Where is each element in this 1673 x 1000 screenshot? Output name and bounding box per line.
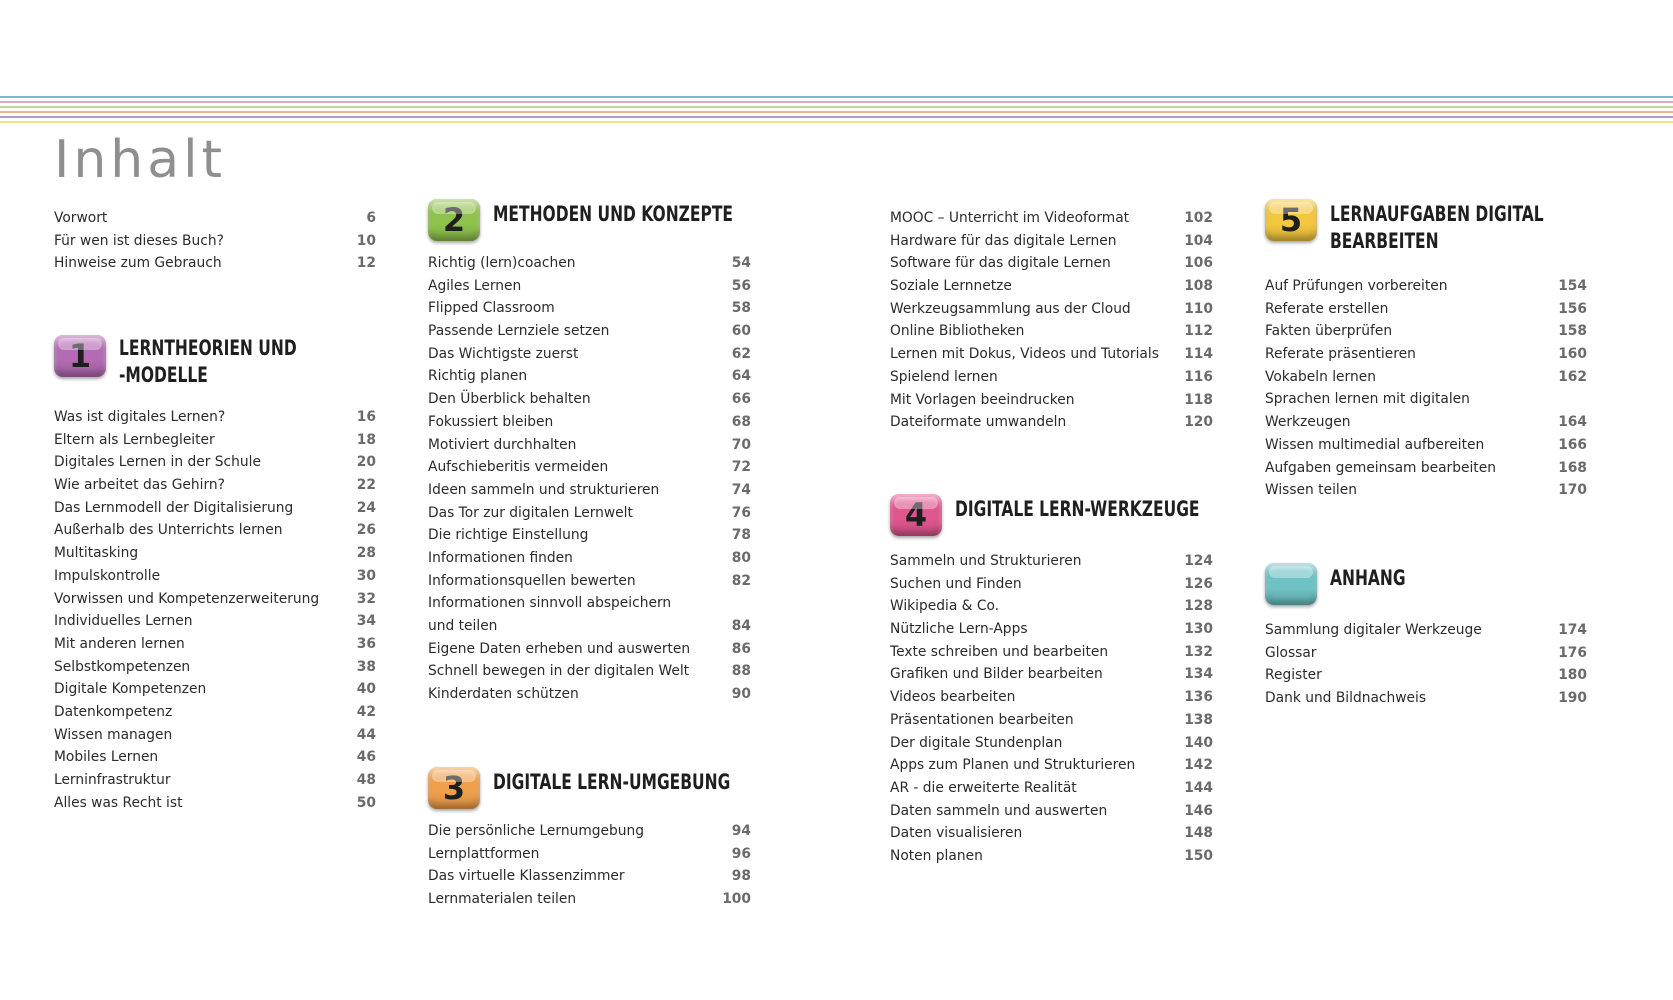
- toc-entry-page: 82: [731, 572, 751, 589]
- toc-entry-title: Referate erstellen: [1265, 300, 1389, 317]
- toc-entry-page: 126: [1184, 575, 1213, 592]
- toc-entry-page: 118: [1184, 391, 1213, 408]
- chapter-2-entries: [428, 252, 751, 706]
- stripe-line: [0, 96, 1673, 98]
- toc-entry-title: MOOC – Unterricht im Videoformat: [890, 210, 1130, 226]
- toc-entry-title: Schnell bewegen in der digitalen Welt: [428, 663, 690, 680]
- toc-entry-page: 112: [1184, 323, 1213, 340]
- toc-entry[interactable]: [890, 389, 1213, 412]
- toc-entry-page: 176: [1558, 644, 1587, 661]
- appendix: [1265, 563, 1587, 710]
- chapter-badge-3: 3: [428, 767, 480, 809]
- toc-entry-page: 38: [356, 658, 376, 675]
- toc-entry-page: 68: [731, 413, 751, 430]
- toc-entry-page: 42: [356, 703, 376, 720]
- toc-entry-title: Vorwort: [54, 210, 108, 226]
- toc-entry-page: 132: [1184, 643, 1213, 660]
- toc-entry-title: Informationsquellen bewerten: [428, 572, 636, 589]
- toc-entry-title: Dateiformate umwandeln: [890, 414, 1067, 431]
- toc-entry[interactable]: [1265, 664, 1587, 687]
- toc-entry-title: Das Lernmodell der Digitalisierung: [54, 499, 294, 516]
- toc-entry-page: 84: [731, 618, 751, 634]
- toc-entry-page: 10: [356, 232, 376, 249]
- toc-entry-page: 48: [356, 772, 376, 788]
- toc-entry-page: 50: [356, 794, 376, 811]
- toc-entry[interactable]: [54, 746, 376, 769]
- toc-entry-title: Daten sammeln und auswerten: [890, 802, 1108, 819]
- toc-entry-page: 128: [1184, 598, 1213, 615]
- toc-entry-title: Das Tor zur digitalen Lernwelt: [428, 504, 633, 521]
- toc-entry[interactable]: [428, 479, 751, 502]
- toc-entry-page: 18: [356, 431, 376, 448]
- toc-entry-page: 140: [1184, 734, 1213, 751]
- toc-entry[interactable]: [428, 252, 751, 275]
- toc-entry-page: 34: [356, 613, 376, 630]
- toc-entry-title: Flipped Classroom: [428, 300, 555, 317]
- toc-entry-page: 76: [731, 504, 751, 521]
- toc-entry-page: 16: [356, 409, 376, 425]
- toc-entry-title: Die persönliche Lernumgebung: [428, 823, 645, 839]
- toc-entry-title: Außerhalb des Unterrichts lernen: [54, 522, 283, 539]
- toc-entry[interactable]: [890, 411, 1213, 434]
- toc-entry[interactable]: [1265, 434, 1587, 457]
- toc-entry-title: Online Bibliotheken: [890, 323, 1025, 340]
- chapter-1-heading[interactable]: [54, 335, 376, 403]
- toc-entry-page: 88: [731, 663, 751, 680]
- toc-entry-page: 164: [1558, 414, 1587, 431]
- toc-entry-page: 58: [731, 300, 751, 317]
- toc-entry-title: Lernen mit Dokus, Videos und Tutorials: [890, 346, 1159, 363]
- toc-entry-page: 56: [731, 277, 751, 294]
- toc-entry[interactable]: [428, 343, 751, 366]
- toc-entry-page: 156: [1558, 300, 1587, 317]
- toc-entry-page: 158: [1558, 323, 1587, 340]
- toc-entry-page: 138: [1184, 711, 1213, 728]
- toc-entry-page: 160: [1558, 346, 1587, 363]
- toc-entry-page: 26: [356, 522, 376, 539]
- stripe-line: [0, 121, 1673, 123]
- toc-entry-title: Apps zum Planen und Strukturieren: [890, 757, 1136, 774]
- toc-entry-title: Fakten überprüfen: [1265, 323, 1393, 340]
- chapter-4: [890, 494, 1213, 868]
- toc-entry-page: 98: [731, 868, 751, 885]
- chapter-3-heading[interactable]: [428, 767, 751, 820]
- toc-entry-title: Lernmaterialen teilen: [428, 891, 577, 908]
- toc-entry[interactable]: [890, 343, 1213, 366]
- toc-entry[interactable]: [1265, 275, 1587, 298]
- toc-entry-title: Was ist digitales Lernen?: [54, 409, 226, 425]
- toc-entry[interactable]: [54, 252, 376, 275]
- toc-entry[interactable]: [890, 822, 1213, 845]
- toc-entry-page: 80: [731, 549, 751, 566]
- chapter-3: [428, 767, 751, 911]
- toc-entry-page: 20: [356, 454, 376, 471]
- toc-entry-title: AR - die erweiterte Realität: [890, 779, 1077, 796]
- toc-entry-title: Richtig (lern)coachen: [428, 255, 576, 271]
- toc-entry-page: 162: [1558, 368, 1587, 385]
- toc-entry-title: Daten visualisieren: [890, 825, 1023, 842]
- toc-entry-title: Vokabeln lernen: [1265, 368, 1376, 385]
- toc-entry[interactable]: [54, 565, 376, 588]
- toc-entry-page: 114: [1184, 346, 1213, 363]
- toc-entry[interactable]: [890, 800, 1213, 823]
- appendix-badge: [1265, 563, 1317, 605]
- toc-entry-title: Videos bearbeiten: [890, 689, 1016, 706]
- chapter-5-entries: [1265, 275, 1587, 502]
- toc-entry[interactable]: [54, 406, 376, 429]
- toc-entry-title: Passende Lernziele setzen: [428, 323, 610, 340]
- toc-entry[interactable]: [54, 792, 376, 815]
- toc-entry-title: Den Überblick behalten: [428, 391, 591, 408]
- toc-entry-title: Aufgaben gemeinsam bearbeiten: [1265, 459, 1496, 476]
- toc-entry[interactable]: [1265, 343, 1587, 366]
- chapter-4-heading[interactable]: [890, 494, 1213, 550]
- toc-entry[interactable]: [428, 615, 751, 638]
- chapter-4-title: DIGITALE LERN-WERKZEUGE: [955, 497, 1200, 521]
- chapter-4-entries: [890, 550, 1213, 868]
- chapter-5-heading[interactable]: [1265, 199, 1587, 275]
- toc-entry[interactable]: [1265, 411, 1587, 434]
- decorative-stripes: [0, 96, 1673, 130]
- toc-entry[interactable]: [428, 320, 751, 343]
- toc-entry-title: Noten planen: [890, 847, 983, 864]
- toc-entry-title: Texte schreiben und bearbeiten: [890, 643, 1109, 660]
- toc-entry[interactable]: [890, 754, 1213, 777]
- intro-list: [54, 207, 376, 275]
- toc-entry[interactable]: [890, 641, 1213, 664]
- toc-entry[interactable]: [428, 411, 751, 434]
- toc-entry-page: 120: [1184, 414, 1213, 431]
- stripe-line: [0, 101, 1673, 103]
- toc-entry-title: Der digitale Stundenplan: [890, 734, 1063, 751]
- toc-entry[interactable]: [428, 820, 751, 843]
- chapter-1: [54, 335, 376, 814]
- toc-entry-page: 154: [1558, 278, 1587, 294]
- toc-entry-page: 174: [1558, 622, 1587, 638]
- toc-entry[interactable]: [428, 434, 751, 457]
- toc-entry[interactable]: [1265, 642, 1587, 665]
- toc-entry-page: 86: [731, 640, 751, 657]
- toc-entry[interactable]: [890, 732, 1213, 755]
- chapter-badge-2: 2: [428, 199, 480, 241]
- chapter-3-entries: [428, 820, 751, 911]
- appendix-entries: [1265, 619, 1587, 710]
- toc-entry-title: Datenkompetenz: [54, 703, 173, 720]
- toc-entry-title: Präsentationen bearbeiten: [890, 711, 1074, 728]
- chapter-3-continued: [890, 207, 1213, 434]
- toc-entry-title: Auf Prüfungen vorbereiten: [1265, 278, 1448, 294]
- toc-entry-title: Nützliche Lern-Apps: [890, 621, 1028, 638]
- appendix-title: ANHANG: [1330, 566, 1406, 590]
- toc-entry[interactable]: [428, 865, 751, 888]
- toc-entry-title: Impulskontrolle: [54, 567, 161, 584]
- toc-entry-page: 22: [356, 477, 376, 494]
- toc-entry-title: Mit anderen lernen: [54, 635, 185, 652]
- toc-entry-title: Wissen multimedial aufbereiten: [1265, 436, 1485, 453]
- toc-entry[interactable]: [54, 207, 376, 230]
- toc-entry-page: 108: [1184, 278, 1213, 295]
- chapter-1-title: LERNTHEORIEN UND -MODELLE: [119, 336, 297, 387]
- chapter-badge-4: 4: [890, 494, 942, 536]
- toc-entry[interactable]: [890, 252, 1213, 275]
- toc-entry-page: 170: [1558, 482, 1587, 499]
- stripe-line: [0, 106, 1673, 108]
- toc-entry-title: Hardware für das digitale Lernen: [890, 232, 1117, 249]
- toc-entry-title: Wissen managen: [54, 726, 173, 743]
- toc-entry-title: Werkzeugen: [1265, 414, 1351, 431]
- toc-entry[interactable]: [428, 638, 751, 661]
- toc-entry-title: Lerninfrastruktur: [54, 772, 171, 788]
- toc-entry[interactable]: [428, 365, 751, 388]
- toc-entry-title: Mobiles Lernen: [54, 749, 159, 766]
- toc-entry[interactable]: [1265, 388, 1587, 411]
- toc-entry[interactable]: [54, 542, 376, 565]
- toc-entry-page: 146: [1184, 802, 1213, 819]
- toc-entry-page: 94: [731, 823, 751, 839]
- toc-entry[interactable]: [54, 678, 376, 701]
- toc-entry-title: Ideen sammeln und strukturieren: [428, 481, 660, 498]
- toc-entry-title: Fokussiert bleiben: [428, 413, 554, 430]
- toc-entry[interactable]: [428, 297, 751, 320]
- toc-entry-page: 24: [356, 499, 376, 516]
- toc-entry-title: Alles was Recht ist: [54, 794, 183, 811]
- toc-entry-page: 44: [356, 726, 376, 743]
- toc-entry-page: 100: [722, 891, 751, 908]
- toc-entry-title: Die richtige Einstellung: [428, 527, 589, 544]
- toc-entry-page: 134: [1184, 666, 1213, 683]
- toc-entry[interactable]: [428, 275, 751, 298]
- toc-entry[interactable]: [54, 451, 376, 474]
- toc-entry[interactable]: [54, 429, 376, 452]
- toc-entry-title: Individuelles Lernen: [54, 613, 193, 630]
- toc-entry-page: 96: [731, 845, 751, 862]
- toc-entry[interactable]: [54, 588, 376, 611]
- toc-entry-page: 144: [1184, 779, 1213, 796]
- toc-entry-title: Dank und Bildnachweis: [1265, 690, 1427, 707]
- toc-entry-page: 28: [356, 545, 376, 562]
- toc-entry-page: 46: [356, 749, 376, 766]
- toc-entry-title: Richtig planen: [428, 368, 528, 385]
- toc-entry-title: Vorwissen und Kompetenzerweiterung: [54, 590, 320, 607]
- toc-entry-page: 124: [1184, 553, 1213, 569]
- chapter-3-title: DIGITALE LERN-UMGEBUNG: [493, 770, 731, 794]
- stripe-line: [0, 111, 1673, 113]
- toc-entry[interactable]: [1265, 457, 1587, 480]
- toc-entry-page: 32: [356, 590, 376, 607]
- toc-entry-page: 40: [356, 681, 376, 698]
- toc-entry-title: Mit Vorlagen beeindrucken: [890, 391, 1075, 408]
- toc-entry[interactable]: [890, 618, 1213, 641]
- toc-entry[interactable]: [428, 547, 751, 570]
- toc-entry-page: 130: [1184, 621, 1213, 638]
- toc-entry[interactable]: [54, 656, 376, 679]
- toc-entry-title: und teilen: [428, 618, 498, 634]
- toc-entry[interactable]: [428, 456, 751, 479]
- toc-entry[interactable]: [890, 595, 1213, 618]
- page-title: Inhalt: [54, 130, 226, 190]
- toc-entry[interactable]: [890, 777, 1213, 800]
- toc-entry[interactable]: [428, 524, 751, 547]
- toc-entry-title: Sammeln und Strukturieren: [890, 553, 1082, 569]
- toc-entry-title: Wikipedia & Co.: [890, 598, 1000, 615]
- toc-entry[interactable]: [890, 298, 1213, 321]
- toc-entry-title: Eigene Daten erheben und auswerten: [428, 640, 691, 657]
- toc-entry-title: Hinweise zum Gebrauch: [54, 255, 222, 272]
- toc-entry-title: Referate präsentieren: [1265, 346, 1416, 363]
- toc-entry[interactable]: [428, 683, 751, 706]
- toc-entry-title: Grafiken und Bilder bearbeiten: [890, 666, 1103, 683]
- toc-entry[interactable]: [428, 502, 751, 525]
- toc-entry[interactable]: [1265, 687, 1587, 710]
- toc-entry-page: 36: [356, 635, 376, 652]
- toc-entry[interactable]: [54, 724, 376, 747]
- toc-entry[interactable]: [1265, 320, 1587, 343]
- toc-entry-page: 64: [731, 368, 751, 385]
- chapter-badge-5: 5: [1265, 199, 1317, 241]
- toc-entry-title: Software für das digitale Lernen: [890, 255, 1111, 272]
- toc-entry-title: Das Wichtigste zuerst: [428, 345, 579, 362]
- toc-entry-page: 166: [1558, 436, 1587, 453]
- toc-entry-page: 106: [1184, 255, 1213, 272]
- toc-entry-title: Soziale Lernnetze: [890, 278, 1012, 295]
- toc-entry[interactable]: [54, 230, 376, 253]
- toc-entry[interactable]: [890, 230, 1213, 253]
- toc-entry-title: Glossar: [1265, 644, 1317, 661]
- toc-entry-title: Digitales Lernen in der Schule: [54, 454, 261, 471]
- toc-entry[interactable]: [54, 701, 376, 724]
- toc-entry[interactable]: [890, 709, 1213, 732]
- toc-entry[interactable]: [890, 686, 1213, 709]
- toc-entry[interactable]: [890, 663, 1213, 686]
- toc-entry-page: 110: [1184, 300, 1213, 317]
- chapter-5: [1265, 199, 1587, 502]
- toc-entry-page: 116: [1184, 368, 1213, 385]
- toc-entry-title: Wie arbeitet das Gehirn?: [54, 477, 225, 494]
- toc-entry-title: Eltern als Lernbegleiter: [54, 431, 215, 448]
- toc-entry[interactable]: [890, 550, 1213, 573]
- appendix-heading[interactable]: [1265, 563, 1587, 619]
- toc-entry[interactable]: [890, 366, 1213, 389]
- toc-entry[interactable]: [428, 843, 751, 866]
- toc-entry[interactable]: [428, 660, 751, 683]
- toc-entry-page: 104: [1184, 232, 1213, 249]
- toc-entry[interactable]: [54, 474, 376, 497]
- toc-entry-page: 102: [1184, 210, 1213, 226]
- toc-entry[interactable]: [890, 845, 1213, 868]
- toc-entry-title: Informationen finden: [428, 549, 573, 566]
- toc-entry-title: Kinderdaten schützen: [428, 686, 579, 703]
- chapter-5-title: LERNAUFGABEN DIGITAL BEARBEITEN: [1330, 202, 1544, 253]
- toc-entry[interactable]: [54, 497, 376, 520]
- toc-entry[interactable]: [54, 633, 376, 656]
- toc-entry[interactable]: [890, 573, 1213, 596]
- toc-entry[interactable]: [54, 769, 376, 792]
- toc-entry-title: Digitale Kompetenzen: [54, 681, 207, 698]
- toc-entry-title: Werkzeugsammlung aus der Cloud: [890, 300, 1131, 317]
- toc-entry-title: Für wen ist dieses Buch?: [54, 232, 224, 249]
- toc-entry-page: 54: [731, 255, 751, 271]
- toc-entry-title: Multitasking: [54, 545, 139, 562]
- chapter-2-heading[interactable]: [428, 199, 751, 252]
- toc-entry[interactable]: [428, 888, 751, 911]
- toc-entry-title: Motiviert durchhalten: [428, 436, 577, 453]
- toc-entry-title: Selbstkompetenzen: [54, 658, 191, 675]
- chapter-2-title: METHODEN UND KONZEPTE: [493, 202, 734, 226]
- toc-entry-page: 190: [1558, 690, 1587, 707]
- toc-entry-title: Lernplattformen: [428, 845, 540, 862]
- toc-entry-title: Das virtuelle Klassenzimmer: [428, 868, 625, 885]
- toc-entry[interactable]: [428, 592, 751, 615]
- toc-entry-page: 74: [731, 481, 751, 498]
- toc-entry-page: 62: [731, 345, 751, 362]
- toc-entry[interactable]: [1265, 619, 1587, 642]
- toc-entry[interactable]: [1265, 366, 1587, 389]
- toc-entry-title: Informationen sinnvoll abspeichern: [428, 595, 672, 612]
- toc-entry-page: 72: [731, 459, 751, 476]
- toc-entry[interactable]: [1265, 298, 1587, 321]
- toc-entry[interactable]: [890, 320, 1213, 343]
- toc-entry-page: 90: [731, 686, 751, 703]
- chapter-badge-1: 1: [54, 335, 106, 377]
- toc-entry-page: 168: [1558, 459, 1587, 476]
- toc-entry-page: 180: [1558, 667, 1587, 684]
- toc-entry[interactable]: [428, 570, 751, 593]
- toc-entry[interactable]: [890, 275, 1213, 298]
- toc-entry-title: Aufschieberitis vermeiden: [428, 459, 609, 476]
- stripe-line: [0, 116, 1673, 118]
- toc-entry-title: Agiles Lernen: [428, 277, 522, 294]
- toc-entry-title: Sprachen lernen mit digitalen: [1265, 391, 1470, 408]
- chapter-2: [428, 199, 751, 706]
- toc-entry-page: 142: [1184, 757, 1213, 774]
- toc-entry-page: 78: [731, 527, 751, 544]
- toc-entry-title: Suchen und Finden: [890, 575, 1022, 592]
- toc-entry-page: 6: [366, 210, 376, 226]
- toc-entry-title: Register: [1265, 667, 1322, 684]
- toc-entry-page: 150: [1184, 847, 1213, 864]
- toc-entry-page: 66: [731, 391, 751, 408]
- toc-entry[interactable]: [54, 519, 376, 542]
- toc-entry-title: Wissen teilen: [1265, 482, 1357, 499]
- toc-entry[interactable]: [54, 610, 376, 633]
- toc-entry-page: 60: [731, 323, 751, 340]
- toc-entry-title: Sammlung digitaler Werkzeuge: [1265, 622, 1482, 638]
- toc-entry-page: 136: [1184, 689, 1213, 706]
- toc-entry-page: 12: [356, 255, 376, 272]
- chapter-1-entries: [54, 406, 376, 814]
- toc-entry-page: 30: [356, 567, 376, 584]
- toc-entry-page: 148: [1184, 825, 1213, 842]
- toc-entry[interactable]: [1265, 479, 1587, 502]
- toc-entry-page: 70: [731, 436, 751, 453]
- toc-entry[interactable]: [890, 207, 1213, 230]
- toc-entry[interactable]: [428, 388, 751, 411]
- toc-entry-title: Spielend lernen: [890, 368, 998, 385]
